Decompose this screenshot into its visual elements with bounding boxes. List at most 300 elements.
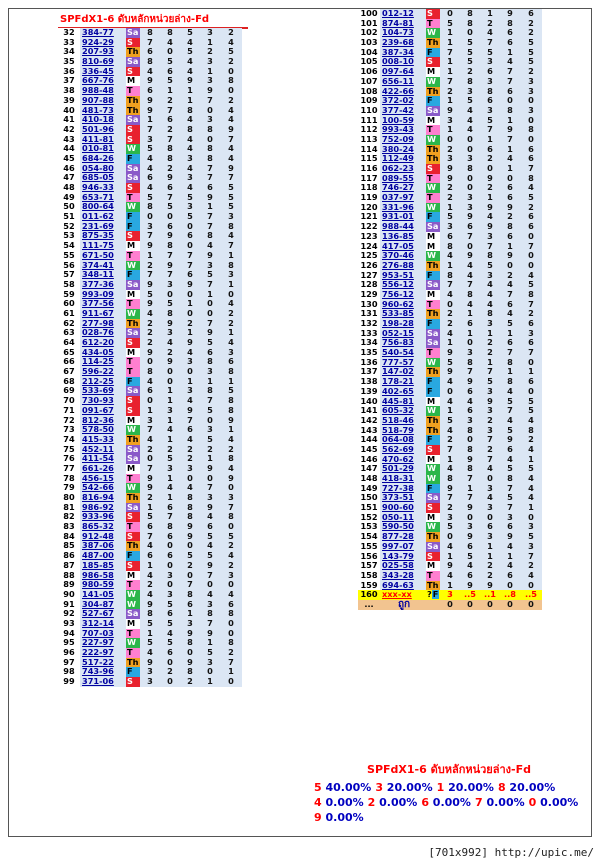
digit-cell: 6: [500, 183, 520, 193]
row-number: 53: [58, 231, 80, 241]
digit-cell: 9: [460, 377, 480, 387]
digit-cell: 3: [480, 271, 500, 281]
row-number: 108: [358, 87, 380, 97]
digit-cell: 4: [220, 115, 242, 125]
table-row: [58, 367, 242, 377]
row-number: 140: [358, 397, 380, 407]
day-badge: T: [126, 629, 140, 639]
digit-cell: 6: [500, 38, 520, 48]
day-badge: T: [126, 251, 140, 261]
digit-cell: 4: [140, 541, 160, 551]
digit-cell: 5: [480, 261, 500, 271]
digit-cell: 3: [460, 154, 480, 164]
day-badge: T: [126, 474, 140, 484]
table-row: [58, 57, 242, 67]
digit-cell: 9: [500, 125, 520, 135]
summary-row: [314, 795, 584, 810]
digit-cell: 9: [140, 76, 160, 86]
result-code: 377-36: [80, 280, 126, 290]
digit-cell: 8: [460, 290, 480, 300]
row-number: 100: [358, 9, 380, 19]
day-badge: S: [426, 503, 440, 513]
table-row: [358, 135, 542, 145]
result-code: 387-06: [80, 541, 126, 551]
digit-cell: 1: [460, 484, 480, 494]
digit-cell: 0: [180, 309, 200, 319]
digit-cell: 9: [200, 86, 220, 96]
digit-cell: 8: [200, 154, 220, 164]
result-code: 810-69: [80, 57, 126, 67]
result-code: 452-11: [80, 445, 126, 455]
result-code: 988-44: [380, 222, 426, 232]
digit-cell: 5: [160, 57, 180, 67]
digit-cell: 4: [480, 280, 500, 290]
digit-cell: 5: [140, 144, 160, 154]
day-badge: S: [126, 406, 140, 416]
digit-cell: 1: [140, 406, 160, 416]
result-code: 612-20: [80, 338, 126, 348]
day-badge: M: [126, 571, 140, 581]
row-number: 86: [58, 551, 80, 561]
day-badge: S: [126, 396, 140, 406]
table-row: [58, 619, 242, 629]
digit-cell: 5: [480, 48, 500, 58]
digit-cell: 7: [480, 125, 500, 135]
left-data-table: [58, 28, 242, 687]
digit-cell: 4: [220, 231, 242, 241]
digit-cell: 4: [220, 551, 242, 561]
day-badge: M: [126, 619, 140, 629]
row-number: 49: [58, 193, 80, 203]
digit-cell: 6: [520, 377, 542, 387]
digit-cell: 3: [160, 464, 180, 474]
table-row: [358, 513, 542, 523]
digit-cell: 8: [160, 28, 180, 38]
table-row: [58, 561, 242, 571]
day-badge: T: [426, 174, 440, 184]
table-row: [58, 241, 242, 251]
result-code: 865-32: [80, 522, 126, 532]
table-row: [358, 503, 542, 513]
summary-percent: 0.00%: [540, 796, 579, 809]
digit-cell: 3: [480, 503, 500, 513]
row-number: 56: [58, 261, 80, 271]
day-badge: Sa: [127, 386, 139, 396]
row-number: 139: [358, 387, 380, 397]
day-badge: Sa: [427, 328, 439, 338]
digit-cell: 1: [500, 329, 520, 339]
day-badge: T: [426, 125, 440, 135]
row-number: 156: [358, 552, 380, 562]
digit-cell: 7: [200, 571, 220, 581]
digit-cell: 3: [520, 522, 542, 532]
row-number: 116: [358, 164, 380, 174]
digit-cell: 0: [160, 541, 180, 551]
summary-panel: [314, 760, 584, 825]
day-badge: M: [126, 464, 140, 474]
digit-cell: 6: [500, 28, 520, 38]
table-row: [58, 386, 242, 396]
digit-cell: 1: [220, 251, 242, 261]
digit-cell: 9: [480, 222, 500, 232]
digit-cell: 4: [140, 164, 160, 174]
digit-cell: 0: [220, 629, 242, 639]
digit-cell: 2: [440, 319, 460, 329]
digit-cell: 5: [520, 406, 542, 416]
table-row: [358, 57, 542, 67]
row-number: 120: [358, 203, 380, 213]
digit-cell: 7: [220, 241, 242, 251]
row-number: 39: [58, 96, 80, 106]
row-number: 127: [358, 271, 380, 281]
row-number: 137: [358, 367, 380, 377]
day-badge: Th: [427, 38, 439, 48]
result-code: 411-54: [80, 454, 126, 464]
digit-cell: 4: [220, 435, 242, 445]
digit-cell: 1: [140, 561, 160, 571]
result-code: 993-43: [380, 125, 426, 135]
digit-cell: 2: [220, 561, 242, 571]
digit-cell: 4: [440, 397, 460, 407]
digit-cell: 3: [520, 329, 542, 339]
digit-cell: 4: [180, 483, 200, 493]
digit-cell: 5: [220, 202, 242, 212]
day-badge: Sa: [427, 541, 439, 551]
digit-cell: 0: [440, 9, 460, 19]
digit-cell: 1: [440, 261, 460, 271]
row-number: 51: [58, 212, 80, 222]
row-number: 124: [358, 242, 380, 252]
digit-cell: 7: [500, 290, 520, 300]
digit-cell: 0: [200, 580, 220, 590]
digit-cell: 8: [500, 222, 520, 232]
result-code: 993-09: [80, 290, 126, 300]
digit-cell: 1: [520, 367, 542, 377]
digit-cell: 9: [140, 280, 160, 290]
digit-cell: 4: [520, 416, 542, 426]
table-row: [58, 106, 242, 116]
row-number: 35: [58, 57, 80, 67]
digit-cell: 6: [160, 551, 180, 561]
day-badge: W: [126, 202, 140, 212]
digit-cell: 6: [520, 9, 542, 19]
digit-cell: 6: [460, 387, 480, 397]
digit-cell: 5: [520, 193, 542, 203]
summary-percent: 0.00%: [325, 811, 364, 824]
digit-cell: 0: [480, 600, 500, 610]
day-badge: T: [126, 193, 140, 203]
digit-cell: 9: [180, 629, 200, 639]
result-code: 470-62: [380, 455, 426, 465]
digit-cell: 9: [460, 532, 480, 542]
result-code: 370-46: [380, 251, 426, 261]
day-badge: [426, 590, 440, 600]
table-row: [358, 271, 542, 281]
row-number: 46: [58, 164, 80, 174]
row-number: 88: [58, 571, 80, 581]
digit-cell: 0: [520, 232, 542, 242]
digit-cell: 1: [500, 552, 520, 562]
digit-cell: 4: [520, 445, 542, 455]
table-row: [358, 261, 542, 271]
digit-cell: 0: [220, 67, 242, 77]
digit-cell: 2: [480, 445, 500, 455]
digit-cell: 4: [520, 271, 542, 281]
table-row: [58, 96, 242, 106]
digit-cell: 2: [140, 338, 160, 348]
result-code: 025-58: [380, 561, 426, 571]
digit-cell: 9: [140, 483, 160, 493]
digit-cell: 0: [180, 222, 200, 232]
digit-cell: 4: [480, 28, 500, 38]
digit-cell: 3: [180, 386, 200, 396]
table-row: [58, 638, 242, 648]
day-badge: S: [426, 57, 440, 67]
digit-cell: 4: [460, 300, 480, 310]
summary-digit: 5: [314, 781, 326, 794]
digit-cell: 0: [140, 454, 160, 464]
digit-cell: 9: [460, 581, 480, 591]
digit-cell: 8: [440, 242, 460, 252]
digit-cell: 3: [480, 232, 500, 242]
day-badge: W: [426, 406, 440, 416]
digit-cell: 4: [440, 464, 460, 474]
digit-cell: 9: [440, 106, 460, 116]
result-code: 371-06: [80, 677, 126, 687]
digit-cell: 8: [480, 87, 500, 97]
row-number: 134: [358, 338, 380, 348]
summary-row: [314, 810, 584, 825]
result-code: 517-22: [80, 658, 126, 668]
digit-cell: 6: [140, 47, 160, 57]
digit-cell: 6: [500, 445, 520, 455]
digit-cell: 0: [460, 174, 480, 184]
digit-cell: 4: [480, 290, 500, 300]
digit-cell: 7: [500, 406, 520, 416]
digit-cell: 6: [200, 348, 220, 358]
row-number: 57: [58, 270, 80, 280]
digit-cell: 8: [220, 406, 242, 416]
summary-digit: 8: [497, 781, 510, 794]
day-badge: W: [126, 144, 140, 154]
digit-cell: 2: [480, 183, 500, 193]
table-row: [358, 455, 542, 465]
digit-cell: 7: [200, 173, 220, 183]
digit-cell: 1: [520, 455, 542, 465]
day-badge: S: [126, 135, 140, 145]
day-badge: Sa: [127, 163, 139, 173]
digit-cell: 5: [180, 47, 200, 57]
digit-cell: 5: [460, 48, 480, 58]
digit-cell: 2: [480, 561, 500, 571]
row-number: 68: [58, 377, 80, 387]
digit-cell: 6: [500, 193, 520, 203]
digit-cell: 5: [140, 619, 160, 629]
digit-cell: 7: [200, 164, 220, 174]
digit-cell: 8: [200, 231, 220, 241]
digit-cell: 8: [460, 358, 480, 368]
digit-cell: 6: [160, 503, 180, 513]
digit-cell: 3: [460, 87, 480, 97]
digit-cell: 6: [500, 87, 520, 97]
day-badge: W: [426, 251, 440, 261]
row-number: 83: [58, 522, 80, 532]
row-number: 114: [358, 145, 380, 155]
digit-cell: 1: [160, 474, 180, 484]
digit-cell: 3: [220, 348, 242, 358]
row-number: 65: [58, 348, 80, 358]
row-number: 131: [358, 309, 380, 319]
digit-cell: 2: [520, 435, 542, 445]
digit-cell: 3: [440, 116, 460, 126]
digit-cell: 8: [220, 609, 242, 619]
digit-cell: 9: [180, 406, 200, 416]
result-code: 684-26: [80, 154, 126, 164]
digit-cell: 3: [180, 154, 200, 164]
digit-cell: 2: [520, 67, 542, 77]
table-row: [58, 348, 242, 358]
digit-cell: 8: [220, 454, 242, 464]
result-code: 877-28: [380, 532, 426, 542]
digit-cell: 1: [440, 28, 460, 38]
table-row: [58, 76, 242, 86]
result-code: 422-66: [380, 87, 426, 97]
digit-cell: 2: [440, 435, 460, 445]
row-number: 38: [58, 86, 80, 96]
table-row: [358, 571, 542, 581]
row-number: 142: [358, 416, 380, 426]
row-number: 77: [58, 464, 80, 474]
result-code: 198-28: [380, 319, 426, 329]
row-number: 148: [358, 474, 380, 484]
result-code: 605-32: [380, 406, 426, 416]
day-badge: Sa: [127, 115, 139, 125]
digit-cell: 1: [140, 503, 160, 513]
digit-cell: 4: [200, 590, 220, 600]
row-number: 141: [358, 406, 380, 416]
digit-cell: 3: [200, 57, 220, 67]
day-badge: W: [126, 425, 140, 435]
digit-cell: 1: [480, 135, 500, 145]
row-number: 42: [58, 125, 80, 135]
digit-cell: 6: [160, 115, 180, 125]
digit-cell: ..5: [520, 590, 542, 600]
digit-cell: 9: [200, 561, 220, 571]
digit-cell: 5: [500, 426, 520, 436]
day-badge: Th: [427, 86, 439, 96]
digit-cell: 6: [140, 522, 160, 532]
result-code: 800-64: [80, 202, 126, 212]
digit-cell: 7: [140, 464, 160, 474]
row-number: 75: [58, 445, 80, 455]
digit-cell: 7: [440, 77, 460, 87]
digit-cell: 7: [480, 435, 500, 445]
day-badge: Sa: [427, 493, 439, 503]
table-row: [358, 445, 542, 455]
day-badge: W: [426, 135, 440, 145]
digit-cell: 0: [440, 387, 460, 397]
digit-cell: 9: [440, 367, 460, 377]
result-code: 671-50: [80, 251, 126, 261]
digit-cell: 0: [460, 242, 480, 252]
result-code: 730-93: [80, 396, 126, 406]
table-row: [358, 426, 542, 436]
digit-cell: 1: [160, 493, 180, 503]
row-number: 52: [58, 222, 80, 232]
digit-cell: 9: [440, 561, 460, 571]
digit-cell: 9: [180, 280, 200, 290]
digit-cell: 1: [180, 96, 200, 106]
day-badge: T: [426, 300, 440, 310]
digit-cell: 1: [500, 145, 520, 155]
digit-cell: 9: [220, 125, 242, 135]
result-code: 777-57: [380, 358, 426, 368]
digit-cell: 7: [500, 135, 520, 145]
digit-cell: 0: [160, 677, 180, 687]
digit-cell: 2: [200, 445, 220, 455]
row-number: 90: [58, 590, 80, 600]
table-row: [58, 629, 242, 639]
digit-cell: 6: [460, 571, 480, 581]
table-row: [58, 144, 242, 154]
table-row: [58, 309, 242, 319]
digit-cell: 5: [160, 619, 180, 629]
digit-cell: 4: [220, 154, 242, 164]
day-badge: F: [126, 551, 140, 561]
result-code: 091-67: [80, 406, 126, 416]
result-code: 143-79: [380, 552, 426, 562]
table-row: [358, 522, 542, 532]
row-number: 144: [358, 435, 380, 445]
day-badge: W: [126, 483, 140, 493]
table-row: [58, 474, 242, 484]
day-badge: W: [126, 261, 140, 271]
result-code: 207-93: [80, 47, 126, 57]
digit-cell: 6: [160, 67, 180, 77]
table-row: [58, 261, 242, 271]
digit-cell: 7: [140, 425, 160, 435]
digit-cell: 1: [140, 251, 160, 261]
digit-cell: 0: [520, 387, 542, 397]
row-number: 45: [58, 154, 80, 164]
row-number: 117: [358, 174, 380, 184]
digit-cell: 0: [160, 47, 180, 57]
result-code: 743-96: [80, 667, 126, 677]
digit-cell: 9: [440, 164, 460, 174]
row-number: 106: [358, 67, 380, 77]
day-badge: Sa: [127, 28, 139, 37]
digit-cell: 7: [500, 67, 520, 77]
digit-cell: 4: [480, 493, 500, 503]
digit-cell: 3: [480, 426, 500, 436]
table-row: [58, 677, 242, 687]
digit-cell: 2: [160, 445, 180, 455]
row-number: 128: [358, 280, 380, 290]
digit-cell: 3: [200, 493, 220, 503]
table-row: [358, 416, 542, 426]
digit-cell: 6: [140, 173, 160, 183]
row-number: 147: [358, 464, 380, 474]
digit-cell: 1: [440, 67, 460, 77]
digit-cell: 6: [140, 386, 160, 396]
row-number: 122: [358, 222, 380, 232]
digit-cell: 2: [160, 96, 180, 106]
digit-cell: 8: [200, 125, 220, 135]
table-row: [358, 48, 542, 58]
digit-cell: 4: [220, 144, 242, 154]
digit-cell: 9: [160, 231, 180, 241]
result-code: 276-88: [380, 261, 426, 271]
